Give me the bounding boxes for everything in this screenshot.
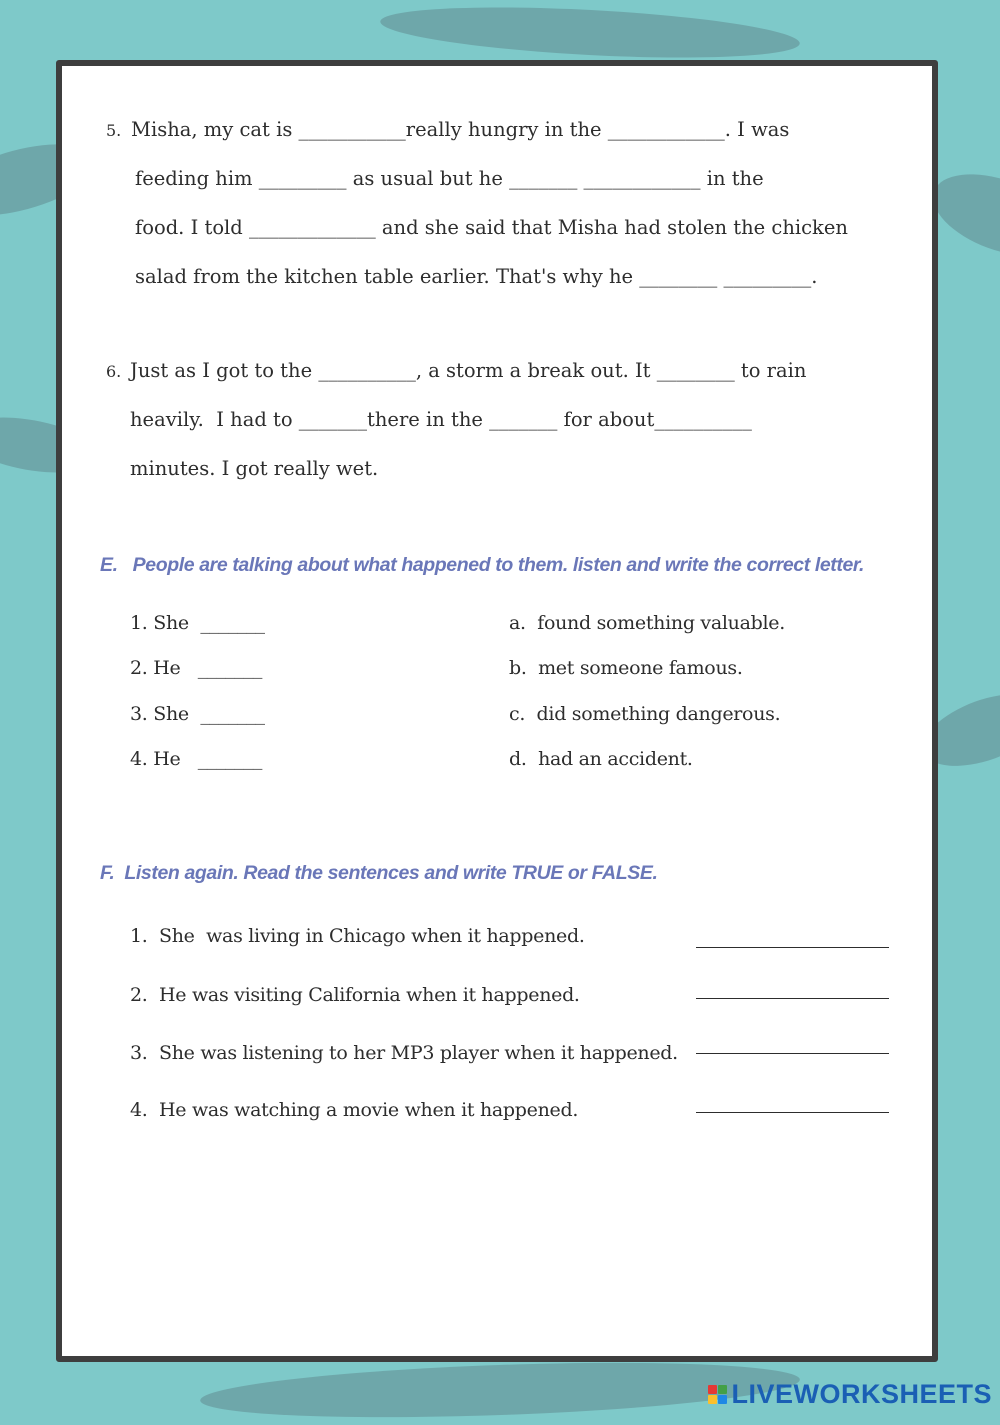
section-f-heading: F. Listen again. Read the sentences and write TRUE or FALSE. [100, 862, 658, 884]
exercise-6-line: Just as I got to the __________, a storm a break out. It ________ to rain [130, 359, 807, 382]
exercise-6-line: minutes. I got really wet. [130, 457, 379, 480]
section-e-left-item: 2. He _______ [130, 657, 263, 679]
background-stroke [379, 0, 801, 66]
exercise-5-line: Misha, my cat is ___________really hungry in the ____________. I was [131, 118, 790, 141]
section-e-right-item: b. met someone famous. [509, 657, 743, 679]
exercise-6-number: 6. [106, 362, 122, 381]
exercise-5-number: 5. [106, 121, 122, 140]
section-f-item: 1. She was living in Chicago when it happened. [130, 925, 585, 947]
answer-line[interactable] [696, 1112, 889, 1113]
section-f-item: 4. He was watching a movie when it happened. [130, 1099, 579, 1121]
exercise-5-line: salad from the kitchen table earlier. That's why he ________ _________. [135, 265, 818, 288]
answer-line[interactable] [696, 947, 889, 948]
section-f-item: 3. She was listening to her MP3 player when it happened. [130, 1042, 678, 1064]
section-e-left-item: 3. She _______ [130, 703, 265, 725]
exercise-6-line: heavily. I had to _______there in the _______ for about__________ [130, 408, 752, 431]
section-e-right-item: c. did something dangerous. [509, 703, 781, 725]
answer-line[interactable] [696, 1053, 889, 1054]
logo-blocks-icon [708, 1385, 727, 1404]
section-f-item: 2. He was visiting California when it happened. [130, 984, 580, 1006]
section-e-heading: E. People are talking about what happened to them. listen and write the correct letter. [100, 554, 865, 576]
worksheet-page [56, 60, 938, 1362]
logo-text: LIVEWORKSHEETS [731, 1379, 992, 1409]
exercise-5-line: food. I told _____________ and she said that Misha had stolen the chicken [135, 216, 848, 239]
section-e-right-item: d. had an accident. [509, 748, 693, 770]
answer-line[interactable] [696, 998, 889, 999]
liveworksheets-logo [708, 1379, 992, 1410]
section-e-right-item: a. found something valuable. [509, 612, 785, 634]
section-e-left-item: 4. He _______ [130, 748, 263, 770]
exercise-5-line: feeding him _________ as usual but he _______ ____________ in the [135, 167, 764, 190]
section-e-left-item: 1. She _______ [130, 612, 265, 634]
